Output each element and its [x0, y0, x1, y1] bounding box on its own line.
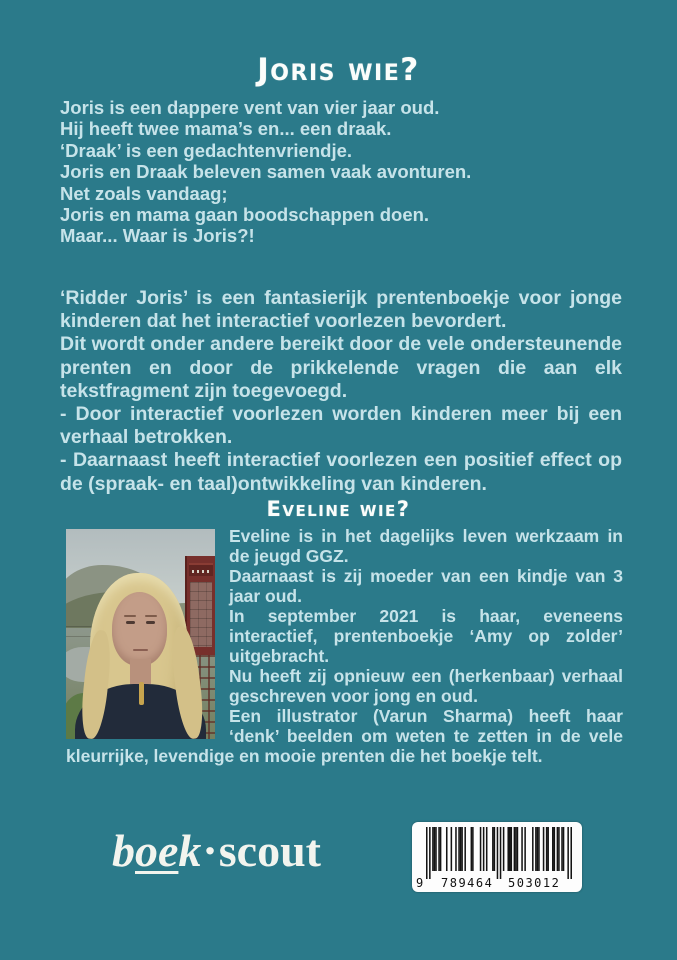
- about-bullet: - Daarnaast heeft interactief voorlezen een positief effect op de (spraak- en taal)ontwikkeling van kinderen.: [60, 449, 622, 495]
- bio-paragraph: Daarnaast is zij moeder van een kindje van 3 jaar oud.: [229, 566, 623, 606]
- phone-booth-sign: [189, 563, 212, 576]
- woman-eye: [146, 621, 155, 624]
- isbn-barcode: [412, 822, 582, 892]
- woman-eyebrow: [145, 615, 157, 617]
- author-section: [66, 526, 623, 766]
- story-line: Joris en mama gaan boodschappen doen.: [60, 204, 430, 226]
- story-line: Maar... Waar is Joris?!: [60, 225, 255, 247]
- woman-eyebrow: [124, 615, 136, 617]
- bio-paragraph: Een illustrator (Varun Sharma) heeft haar ‘denk’ beelden om weten te zetten in de vele kleurrijke, levendige en mooie prenten die het boekje telt.: [66, 706, 623, 766]
- isbn-digit-group: 789464: [441, 876, 494, 890]
- woman-neck: [130, 659, 151, 684]
- phone-booth-windows: [190, 582, 212, 647]
- logo-boek: [112, 825, 201, 876]
- story-line: Net zoals vandaag;: [60, 182, 228, 204]
- logo-scout: scout: [218, 825, 321, 876]
- logo-underlined-letters: oe: [135, 825, 179, 876]
- story-line: Joris en Draak beleven samen vaak avonturen.: [60, 161, 472, 183]
- story-line: Joris is een dappere vent van vier jaar oud.: [60, 97, 440, 118]
- about-paragraph: ‘Ridder Joris’ is een fantasierijk prentenboekje voor jonge kinderen dat het interactief voorlezen bevordert.: [60, 287, 622, 333]
- book-title: Joris wie?: [257, 52, 420, 88]
- logo-letter: k: [178, 825, 202, 876]
- woman-eye: [126, 621, 135, 624]
- about-bullet: - Door interactief voorlezen worden kinderen meer bij een verhaal betrokken.: [60, 403, 622, 449]
- woman-mouth: [133, 649, 148, 652]
- logo-letter: b: [112, 825, 135, 876]
- woman-necklace: [139, 682, 144, 705]
- story-line: ‘Draak’ is een gedachtenvriendje.: [60, 139, 353, 161]
- logo-dot: ·: [202, 825, 218, 876]
- isbn-digit-group: 503012: [508, 876, 561, 890]
- woman-face: [112, 592, 167, 666]
- isbn-digit-group: 9: [416, 876, 425, 890]
- bio-paragraph: In september 2021 is haar, eveneens interactief, prentenboekje ‘Amy op zolder’ uitgebracht.: [229, 606, 623, 666]
- author-heading: Eveline wie?: [266, 497, 411, 521]
- publisher-logo: [112, 824, 321, 877]
- isbn-digits: [412, 876, 582, 890]
- story-blurb: [60, 97, 622, 247]
- about-book-text: [60, 287, 622, 496]
- author-photo: [66, 529, 215, 739]
- about-paragraph: Dit wordt onder andere bereikt door de vele ondersteunende prenten en door de prikkelende vragen die aan elk tekstfragment zijn toegevoegd.: [60, 333, 622, 402]
- bio-paragraph: Nu heeft zij opnieuw een (herkenbaar) verhaal geschreven voor jong en oud.: [229, 666, 623, 706]
- story-line: Hij heeft twee mama’s en... een draak.: [60, 118, 392, 140]
- bio-paragraph: Eveline is in het dagelijks leven werkzaam in de jeugd GGZ.: [229, 526, 623, 566]
